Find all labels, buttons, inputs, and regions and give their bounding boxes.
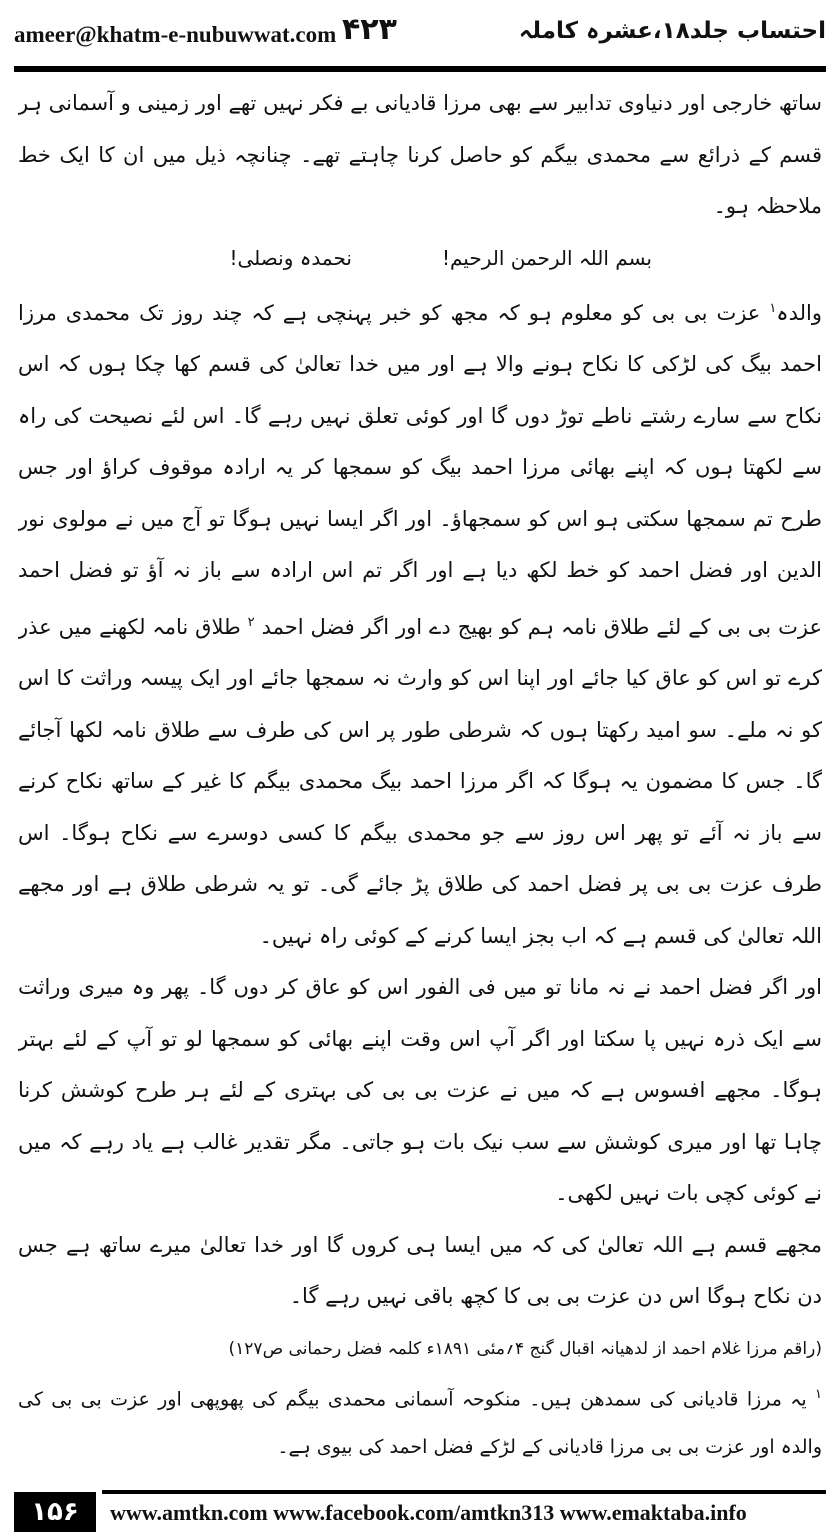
footnote-2 xyxy=(18,1471,822,1473)
letter-text-1: عزت بی بی کو معلوم ہو کہ مجھ کو خبر پہنچی ہے کہ چند روز تک محمدی مرزا احمد بیگ کی لڑکی کا نکاح ہونے والا ہے اور میں خدا تعالیٰ کی قسم کھا چکا ہوں کہ اس نکاح سے سارے رشتے ناطے توڑ دوں گا اور کوئی تعلق نہیں رہے گا۔ اس لئے نصیحت کی راہ سے لکھتا ہوں کہ اپنے بھائی مرزا احمد بیگ کو سمجھا کر یہ ارادہ موقوف کراؤ اور جس طرح تم سمجھا سکتی ہو اس کو سمجھاؤ۔ اور اگر ایسا نہیں ہوگا تو آج میں نے مولوی نور الدین اور فضل احمد کو خط لکھ دیا ہے اور اگر تم اس ارادہ سے باز نہ آؤ تو فضل احمد عزت بی بی کے لئے طلاق نامہ ہم کو بھیج دے اور اگر فضل احمد xyxy=(18,300,822,639)
header-page-number: ۴۲۳ xyxy=(342,12,397,47)
intro-paragraph: ساتھ خارجی اور دنیاوی تدابیر سے بھی مرزا قادیانی بے فکر نہیں تھے اور زمینی و آسمانی ہر قسم کے ذرائع سے محمدی بیگم کو حاصل کرنا چاہتے تھے۔ چنانچہ ذیل میں ان کا ایک خط ملاحظہ ہو۔ xyxy=(18,91,822,218)
footnote-1 xyxy=(18,1371,822,1471)
letter-citation: (راقم مرزا غلام احمد از لدھیانہ اقبال گنج ۴؍مئی ۱۸۹۱ء کلمہ فضل رحمانی ص۱۲۷) xyxy=(228,1338,822,1359)
letter-paragraph-2: اور اگر فضل احمد نے نہ مانا تو میں فی الفور اس کو عاق کر دوں گا۔ پھر وہ میری وراثت سے ایک ذرہ نہیں پا سکتا اور اگر آپ اس وقت اپنے بھائی کو سمجھا لو تو آپ کے لئے بہتر ہوگا۔ مجھے افسوس ہے کہ میں نے عزت بی بی کی بہتری کے لئے ہر طرح کوشش کرنا چاہا تھا اور میری کوشش سے سب نیک بات ہو جاتی۔ مگر تقدیر غالب ہے یاد رہے کہ میں نے کوئی کچی بات نہیں لکھی۔ xyxy=(18,975,822,1205)
footer-page-number: ۱۵۶ xyxy=(14,1492,96,1532)
page-footer xyxy=(14,1490,826,1534)
letter-paragraph-1 xyxy=(18,283,822,963)
footnote-ref-2: ۲ xyxy=(247,614,255,630)
page-body xyxy=(18,78,822,1473)
footer-rule xyxy=(102,1490,826,1494)
header-title: احتساب جلد۱۸،عشرہ کاملہ xyxy=(518,18,826,44)
letter-salutation: والدہ xyxy=(776,300,822,325)
letter-paragraph-3: مجھے قسم ہے اللہ تعالیٰ کی کہ میں ایسا ہی کروں گا اور خدا تعالیٰ میرے ساتھ ہے جس دن نکاح ہوگا اس دن عزت بی بی کا کچھ باقی نہیں رہے گا۔ xyxy=(18,1232,822,1308)
letter-text-1-cont: طلاق نامہ لکھنے میں عذر کرے تو اس کو عاق کیا جائے اور اپنا اس کو وارث نہ سمجھا جائے اور ایک پیسہ وراثت کا اس کو نہ ملے۔ سو امید رکھتا ہوں کہ شرطی طور پر اس کی طرف سے طلاق نامہ لکھا آجائے گا۔ جس کا مضمون یہ ہوگا کہ اگر مرزا احمد بیگ محمدی بیگم کا غیر کے ساتھ نکاح کرنے سے باز نہ آئے تو پھر اس روز سے جو محمدی بیگم کا کسی دوسرے سے نکاح ہوگا۔ اس طرف عزت بی بی پر فضل احمد کی طلاق پڑ جائے گی۔ تو یہ شرطی طلاق ہے اور مجھے اللہ تعالیٰ کی قسم ہے کہ اب بجز ایسا کرنے کے کوئی راہ نہیں۔ xyxy=(18,614,822,948)
header-rule xyxy=(14,66,826,72)
footnote-ref-1: ۱ xyxy=(769,300,777,316)
header-email: ameer@khatm-e-nubuwwat.com xyxy=(14,22,337,47)
letter-opening xyxy=(18,233,822,283)
footnote-1-mark: ۱ xyxy=(815,1386,822,1402)
footnote-1-text: یہ مرزا قادیانی کی سمدھن ہیں۔ منکوحہ آسمانی محمدی بیگم کی پھوپھی اور عزت بی بی کی والدہ اور عزت بی بی مرزا قادیانی کے لڑکے فضل احمد کی بیوی ہے۔ xyxy=(18,1387,822,1458)
footer-urls: www.amtkn.com www.facebook.com/amtkn313 www.emaktaba.info xyxy=(110,1500,747,1525)
page-header xyxy=(14,8,826,64)
nahmaduhu: نحمدہ ونصلی! xyxy=(229,245,352,270)
bismillah: بسم اللہ الرحمن الرحیم! xyxy=(441,245,652,270)
